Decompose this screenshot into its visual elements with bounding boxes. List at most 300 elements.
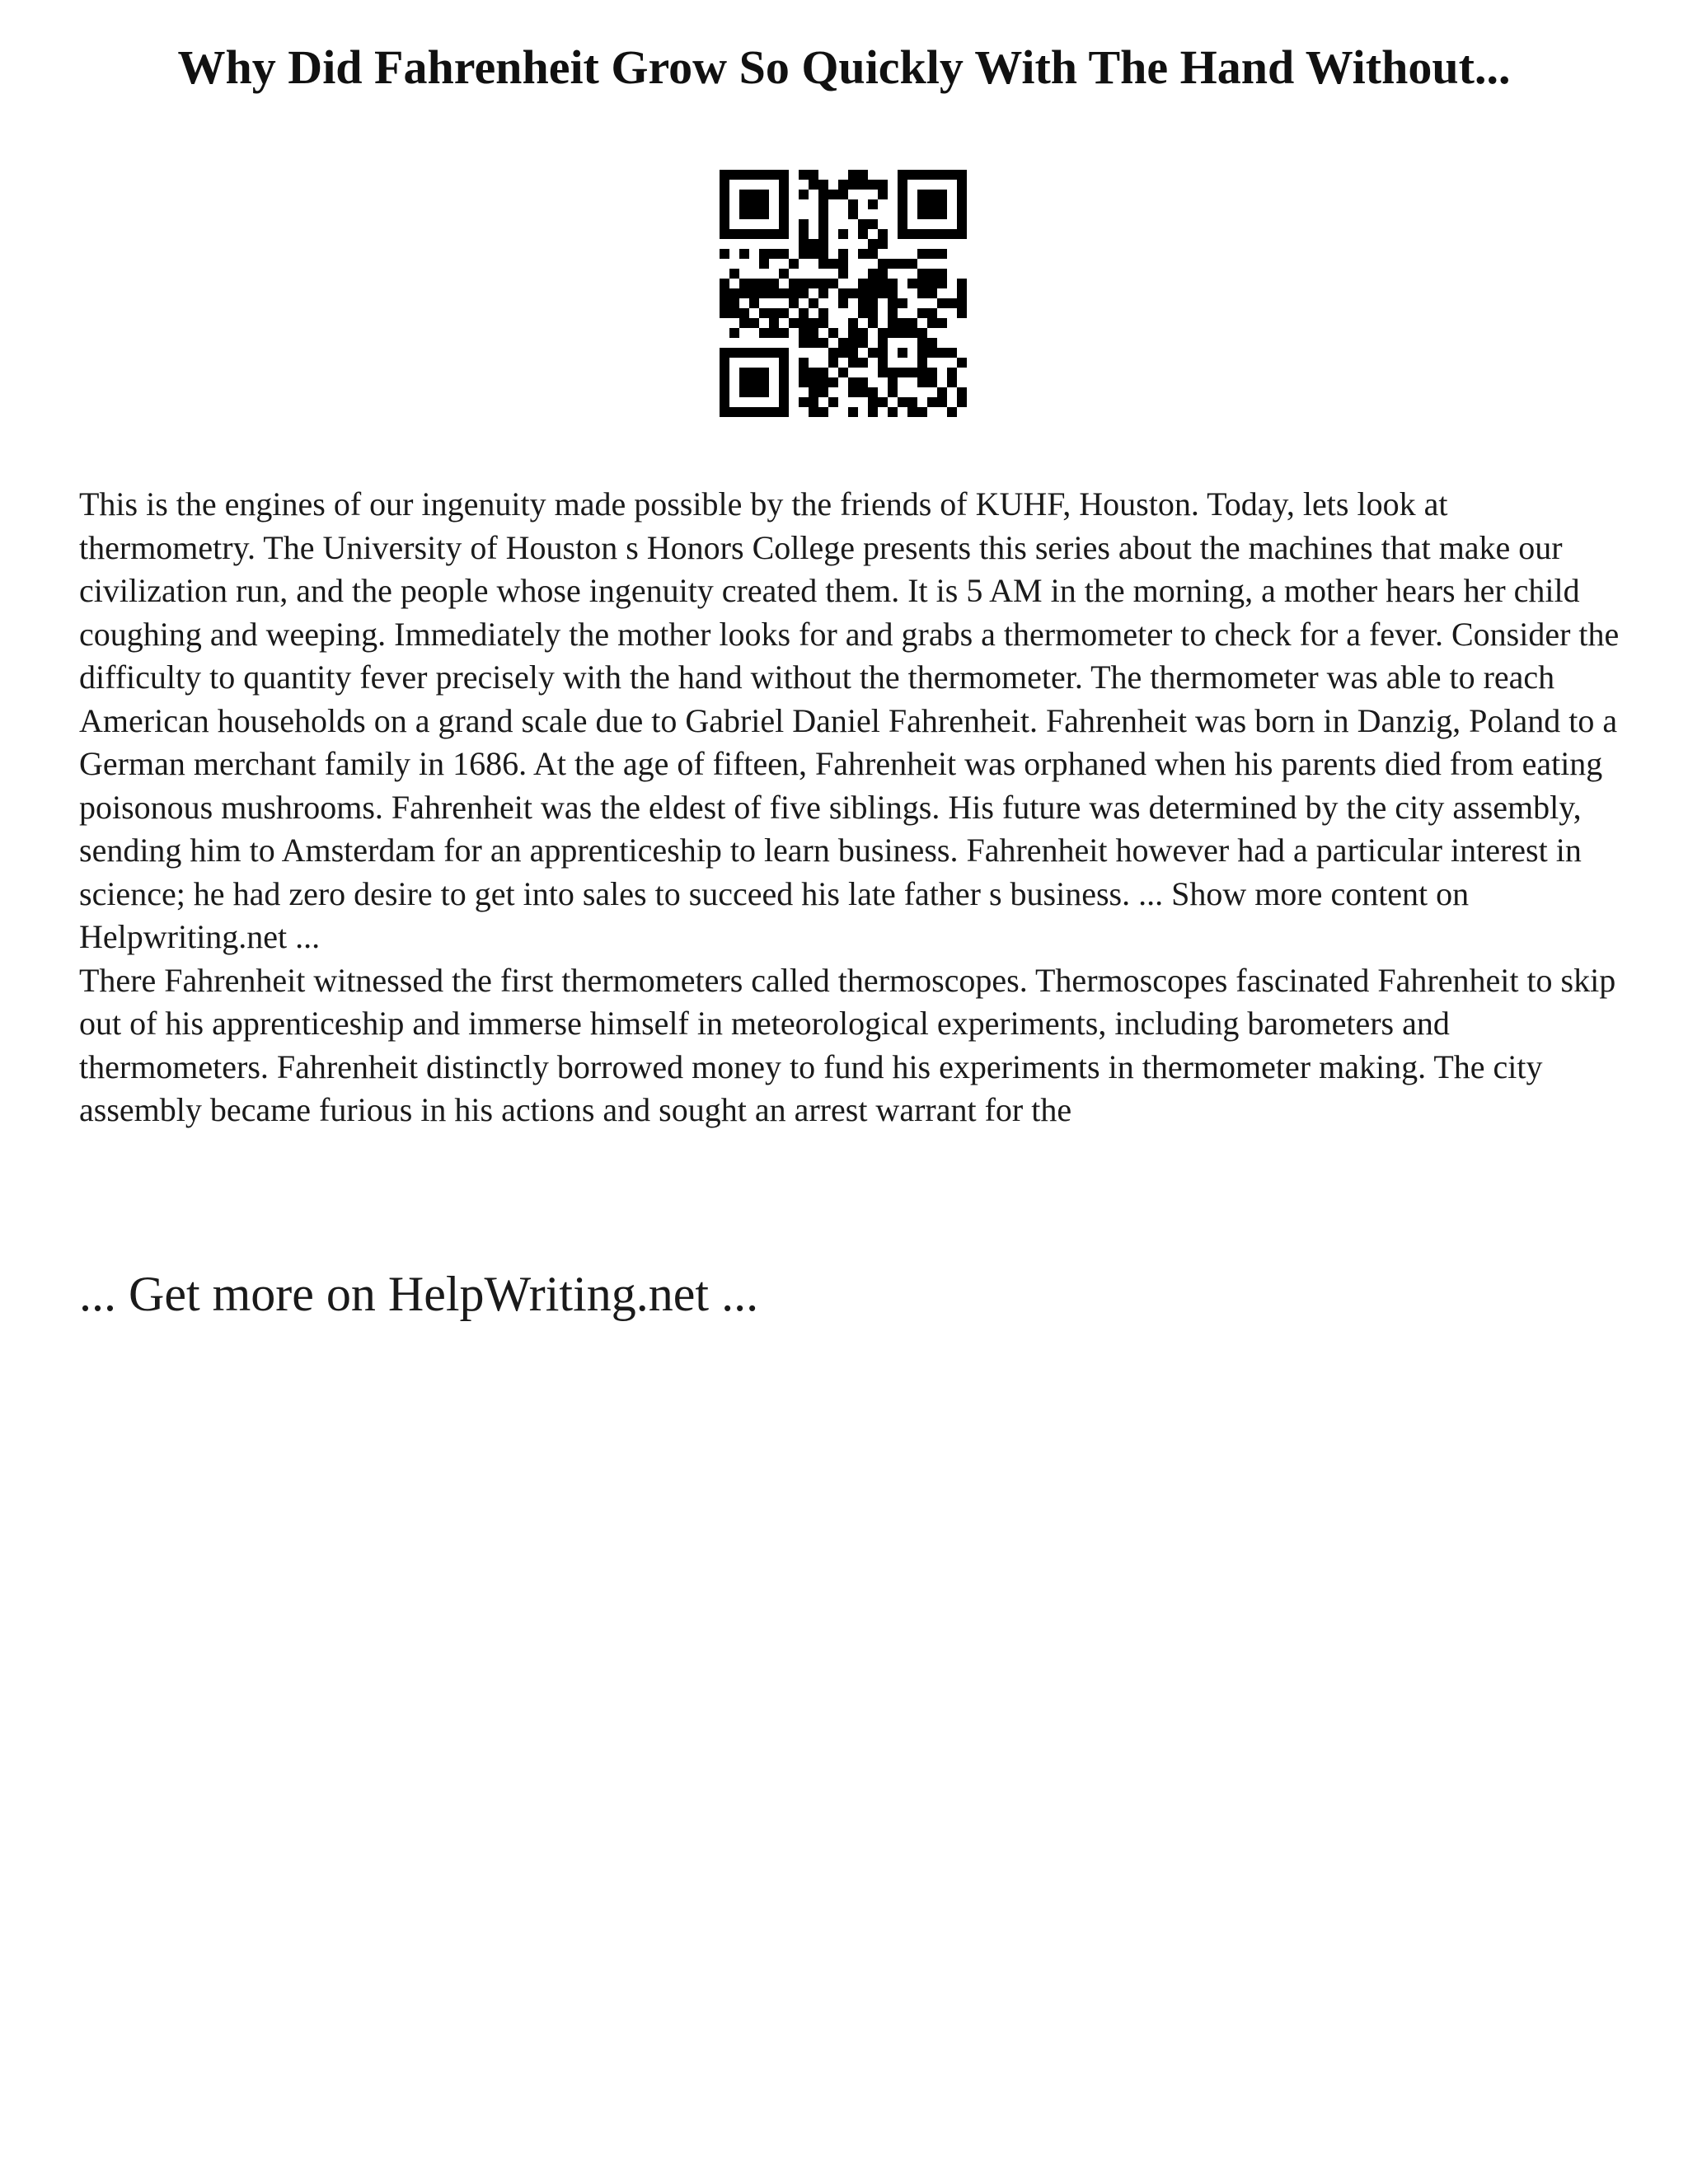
qr-module	[799, 358, 809, 368]
qr-module	[779, 348, 789, 358]
qr-module	[957, 387, 967, 397]
qr-module	[947, 229, 957, 239]
qr-module	[868, 397, 878, 407]
qr-module	[749, 199, 759, 209]
qr-module	[818, 199, 828, 209]
qr-module	[917, 338, 927, 348]
qr-module	[769, 229, 779, 239]
qr-module	[818, 318, 828, 328]
qr-module	[888, 368, 898, 377]
qr-module	[749, 190, 759, 199]
qr-module	[838, 249, 848, 259]
qr-module	[917, 308, 927, 318]
qr-module	[720, 288, 729, 298]
qr-module	[917, 279, 927, 288]
qr-module	[759, 407, 769, 417]
qr-module	[927, 279, 937, 288]
qr-module	[720, 209, 729, 219]
qr-module	[789, 288, 799, 298]
qr-module	[720, 229, 729, 239]
qr-module	[779, 308, 789, 318]
qr-module	[957, 308, 967, 318]
qr-module	[838, 288, 848, 298]
qr-module	[749, 170, 759, 180]
qr-module	[848, 199, 858, 209]
qr-module	[878, 269, 888, 279]
qr-module	[878, 180, 888, 190]
qr-module	[789, 279, 799, 288]
qr-module	[779, 249, 789, 259]
qr-module	[779, 407, 789, 417]
qr-module	[878, 348, 888, 358]
qr-module	[937, 199, 947, 209]
qr-module	[957, 219, 967, 229]
qr-module	[878, 288, 888, 298]
qr-module	[729, 328, 739, 338]
qr-module	[957, 358, 967, 368]
qr-module	[927, 318, 937, 328]
qr-module	[937, 397, 947, 407]
qr-module	[838, 190, 848, 199]
qr-module	[818, 338, 828, 348]
qr-module	[907, 229, 917, 239]
qr-module	[818, 249, 828, 259]
qr-module	[720, 190, 729, 199]
qr-module	[809, 377, 818, 387]
qr-module	[957, 298, 967, 308]
qr-module	[739, 170, 749, 180]
qr-module	[957, 209, 967, 219]
qr-module	[927, 229, 937, 239]
qr-module	[888, 288, 898, 298]
qr-module	[898, 199, 907, 209]
qr-module	[749, 368, 759, 377]
qr-module	[729, 298, 739, 308]
qr-module	[779, 170, 789, 180]
qr-module	[779, 387, 789, 397]
qr-module	[720, 368, 729, 377]
qr-module	[749, 377, 759, 387]
qr-module	[898, 219, 907, 229]
qr-module	[739, 407, 749, 417]
qr-module	[749, 387, 759, 397]
qr-module	[739, 190, 749, 199]
qr-module	[898, 397, 907, 407]
qr-module	[779, 358, 789, 368]
qr-module	[927, 199, 937, 209]
qr-module	[739, 288, 749, 298]
qr-module	[838, 269, 848, 279]
qr-module	[759, 209, 769, 219]
qr-module	[858, 308, 868, 318]
qr-module	[779, 269, 789, 279]
qr-module	[818, 190, 828, 199]
qr-module	[739, 199, 749, 209]
qr-module	[809, 397, 818, 407]
qr-module	[809, 180, 818, 190]
qr-module	[799, 368, 809, 377]
qr-module	[769, 170, 779, 180]
qr-module	[729, 407, 739, 417]
qr-module	[809, 318, 818, 328]
qr-module	[789, 298, 799, 308]
qr-module	[739, 229, 749, 239]
qr-module	[927, 308, 937, 318]
qr-module	[907, 170, 917, 180]
qr-module	[898, 209, 907, 219]
qr-module	[858, 170, 868, 180]
qr-module	[917, 170, 927, 180]
qr-module	[868, 279, 878, 288]
qr-module	[759, 328, 769, 338]
qr-module	[927, 209, 937, 219]
qr-module	[720, 308, 729, 318]
qr-module	[739, 249, 749, 259]
qr-module	[799, 377, 809, 387]
qr-module	[927, 170, 937, 180]
qr-module	[720, 397, 729, 407]
qr-module	[799, 328, 809, 338]
qr-module	[720, 170, 729, 180]
qr-module	[947, 170, 957, 180]
qr-module	[937, 279, 947, 288]
qr-module	[818, 288, 828, 298]
qr-module	[769, 348, 779, 358]
qr-module	[720, 387, 729, 397]
qr-module	[878, 338, 888, 348]
qr-module	[759, 288, 769, 298]
qr-module	[868, 318, 878, 328]
qr-module	[720, 358, 729, 368]
qr-module	[898, 170, 907, 180]
qr-module	[947, 298, 957, 308]
qr-module	[927, 338, 937, 348]
qr-module	[898, 229, 907, 239]
qr-module	[838, 338, 848, 348]
qr-module	[828, 190, 838, 199]
qr-module	[888, 318, 898, 328]
qr-module	[759, 170, 769, 180]
qr-module	[878, 229, 888, 239]
qr-module	[848, 348, 858, 358]
qr-module	[937, 249, 947, 259]
qr-module	[937, 318, 947, 328]
qr-module	[749, 209, 759, 219]
qr-module	[818, 229, 828, 239]
qr-module	[769, 308, 779, 318]
qr-module	[809, 249, 818, 259]
qr-module	[858, 338, 868, 348]
qr-module	[828, 328, 838, 338]
qr-module	[927, 368, 937, 377]
qr-module	[868, 387, 878, 397]
qr-module	[729, 308, 739, 318]
qr-module	[799, 190, 809, 199]
qr-module	[779, 397, 789, 407]
qr-module	[720, 348, 729, 358]
qr-module	[888, 279, 898, 288]
qr-module	[769, 279, 779, 288]
qr-module	[927, 348, 937, 358]
qr-module	[917, 249, 927, 259]
qr-module	[759, 249, 769, 259]
qr-module	[809, 338, 818, 348]
get-more-link[interactable]: ... Get more on HelpWriting.net ...	[79, 1267, 759, 1321]
qr-module	[848, 180, 858, 190]
qr-module	[779, 229, 789, 239]
qr-module	[848, 358, 858, 368]
qr-module	[858, 249, 868, 259]
qr-module	[779, 199, 789, 209]
article-paragraph-2: There Fahrenheit witnessed the first thermometers called thermoscopes. Thermoscopes fascinated Fahrenheit to skip out of his apprenticeship and immerse himself in meteorological experiments, including barometers and thermometers. Fahrenheit distinctly borrowed money to fund his experiments in thermometer making. The city assembly became furious in his actions and sought an arrest warrant for the	[79, 961, 1616, 1128]
qr-module	[957, 180, 967, 190]
qr-module	[759, 368, 769, 377]
qr-module	[858, 387, 868, 397]
qr-module	[809, 279, 818, 288]
qr-module	[809, 328, 818, 338]
qr-module	[809, 387, 818, 397]
qr-module	[917, 269, 927, 279]
qr-module	[898, 318, 907, 328]
qr-module	[749, 298, 759, 308]
qr-module	[749, 288, 759, 298]
qr-module	[858, 279, 868, 288]
qr-module	[957, 288, 967, 298]
qr-module	[799, 288, 809, 298]
qr-module	[818, 407, 828, 417]
qr-module	[779, 190, 789, 199]
qr-module	[799, 229, 809, 239]
qr-module	[957, 279, 967, 288]
qr-module	[769, 249, 779, 259]
qr-module	[868, 239, 878, 249]
qr-module	[947, 377, 957, 387]
article-paragraph-1: This is the engines of our ingenuity made possible by the friends of KUHF, Houston. Today, lets look at thermometry. The University of Houston s Honors College presents this series about the machines that make our civilization run, and the people whose ingenuity created them. It is 5 AM in the morning, a mother hears her child coughing and weeping. Immediately the mother looks for and grabs a thermometer to check for a fever. Consider the difficulty to quantity fever precisely with the hand without the thermometer. The thermometer was able to reach American households on a grand scale due to Gabriel Daniel Fahrenheit. Fahrenheit was born in Danzig, Poland to a German merchant family in 1686. At the age of fifteen, Fahrenheit was orphaned when his parents died from eating poisonous mushrooms. Fahrenheit was the eldest of five siblings. His future was determined by the city assembly, sending him to Amsterdam for an apprenticeship to learn business. Fahrenheit however had a particular interest in science; he had zero desire to get into sales to succeed his late father s business. ... Show more content on Helpwriting.net ...	[79, 485, 1620, 955]
qr-module	[779, 219, 789, 229]
qr-module	[917, 368, 927, 377]
qr-module	[888, 407, 898, 417]
qr-module	[799, 219, 809, 229]
qr-module	[927, 377, 937, 387]
qr-module	[947, 368, 957, 377]
qr-module	[917, 348, 927, 358]
qr-module	[729, 229, 739, 239]
qr-module	[739, 368, 749, 377]
qr-module	[818, 368, 828, 377]
qr-module	[888, 377, 898, 387]
qr-module	[838, 348, 848, 358]
qr-module	[838, 259, 848, 269]
qr-module	[917, 199, 927, 209]
qr-module	[898, 190, 907, 199]
qr-module	[848, 377, 858, 387]
qr-module	[957, 199, 967, 209]
qr-module	[878, 239, 888, 249]
qr-module	[888, 259, 898, 269]
qr-module	[937, 298, 947, 308]
qr-module	[898, 180, 907, 190]
qr-module	[779, 368, 789, 377]
qr-module	[799, 249, 809, 259]
qr-module	[779, 209, 789, 219]
qr-module	[759, 229, 769, 239]
qr-module	[720, 377, 729, 387]
qr-module	[848, 170, 858, 180]
qr-module	[878, 190, 888, 199]
qr-module	[809, 407, 818, 417]
qr-module	[739, 279, 749, 288]
qr-module	[907, 368, 917, 377]
qr-module	[818, 308, 828, 318]
qr-module	[739, 387, 749, 397]
qr-module	[927, 190, 937, 199]
qr-module	[937, 269, 947, 279]
qr-module	[907, 328, 917, 338]
qr-module	[888, 387, 898, 397]
qr-module	[848, 338, 858, 348]
qr-module	[868, 269, 878, 279]
qr-code-icon	[720, 170, 967, 417]
qr-module	[858, 328, 868, 338]
qr-module	[917, 328, 927, 338]
qr-module	[917, 377, 927, 387]
qr-module	[818, 259, 828, 269]
qr-module	[898, 348, 907, 358]
qr-module	[739, 308, 749, 318]
qr-module	[828, 279, 838, 288]
qr-module	[957, 190, 967, 199]
qr-module	[759, 259, 769, 269]
qr-module	[937, 190, 947, 199]
qr-module	[789, 259, 799, 269]
qr-module	[868, 348, 878, 358]
qr-module	[868, 288, 878, 298]
qr-module	[779, 328, 789, 338]
qr-module	[759, 190, 769, 199]
qr-module	[888, 308, 898, 318]
qr-module	[720, 298, 729, 308]
qr-module	[858, 298, 868, 308]
qr-module	[729, 348, 739, 358]
document-title: Why Did Fahrenheit Grow So Quickly With The Hand Without...	[177, 40, 1511, 94]
qr-module	[769, 288, 779, 298]
qr-module	[957, 170, 967, 180]
qr-module	[818, 279, 828, 288]
qr-module	[818, 219, 828, 229]
qr-module	[868, 308, 878, 318]
qr-module	[947, 348, 957, 358]
qr-module	[907, 279, 917, 288]
qr-module	[858, 219, 868, 229]
qr-module	[799, 338, 809, 348]
qr-module	[878, 397, 888, 407]
qr-module	[759, 387, 769, 397]
qr-module	[907, 397, 917, 407]
qr-module	[907, 407, 917, 417]
qr-module	[858, 229, 868, 239]
qr-module	[779, 377, 789, 387]
qr-module	[937, 387, 947, 397]
qr-module	[838, 368, 848, 377]
qr-module	[898, 259, 907, 269]
qr-module	[799, 318, 809, 328]
qr-module	[898, 328, 907, 338]
qr-module	[927, 397, 937, 407]
qr-module	[809, 368, 818, 377]
qr-module	[828, 377, 838, 387]
qr-module	[729, 288, 739, 298]
qr-module	[898, 368, 907, 377]
qr-module	[878, 368, 888, 377]
qr-module	[769, 407, 779, 417]
qr-module	[937, 229, 947, 239]
qr-module	[957, 229, 967, 239]
qr-module	[799, 308, 809, 318]
qr-module	[868, 219, 878, 229]
qr-module	[907, 318, 917, 328]
qr-module	[720, 199, 729, 209]
qr-module	[720, 180, 729, 190]
article-body	[79, 483, 1620, 1132]
qr-module	[789, 318, 799, 328]
qr-module	[799, 170, 809, 180]
qr-module	[769, 328, 779, 338]
qr-module	[937, 170, 947, 180]
qr-module	[917, 407, 927, 417]
qr-module	[818, 209, 828, 219]
qr-module	[947, 407, 957, 417]
qr-module	[779, 180, 789, 190]
qr-module	[838, 180, 848, 190]
qr-module	[759, 279, 769, 288]
qr-module	[927, 269, 937, 279]
qr-module	[957, 397, 967, 407]
qr-module	[868, 298, 878, 308]
qr-module	[868, 407, 878, 417]
qr-module	[809, 170, 818, 180]
qr-module	[858, 377, 868, 387]
qr-module	[759, 348, 769, 358]
qr-module	[729, 269, 739, 279]
qr-module	[937, 348, 947, 358]
qr-module	[838, 298, 848, 308]
qr-module	[749, 229, 759, 239]
qr-module	[739, 209, 749, 219]
qr-module	[818, 239, 828, 249]
qr-module	[720, 407, 729, 417]
qr-module	[818, 180, 828, 190]
qr-module	[858, 288, 868, 298]
qr-module	[917, 209, 927, 219]
qr-module	[799, 279, 809, 288]
qr-module	[848, 407, 858, 417]
qr-module	[868, 249, 878, 259]
qr-module	[759, 308, 769, 318]
qr-module	[739, 318, 749, 328]
qr-module	[828, 358, 838, 368]
qr-module	[759, 377, 769, 387]
qr-module	[878, 259, 888, 269]
qr-module	[838, 229, 848, 239]
qr-module	[828, 259, 838, 269]
qr-module	[868, 199, 878, 209]
qr-module	[858, 358, 868, 368]
qr-module	[729, 170, 739, 180]
qr-module	[878, 328, 888, 338]
qr-module	[828, 397, 838, 407]
qr-module	[779, 288, 789, 298]
qr-module	[917, 190, 927, 199]
